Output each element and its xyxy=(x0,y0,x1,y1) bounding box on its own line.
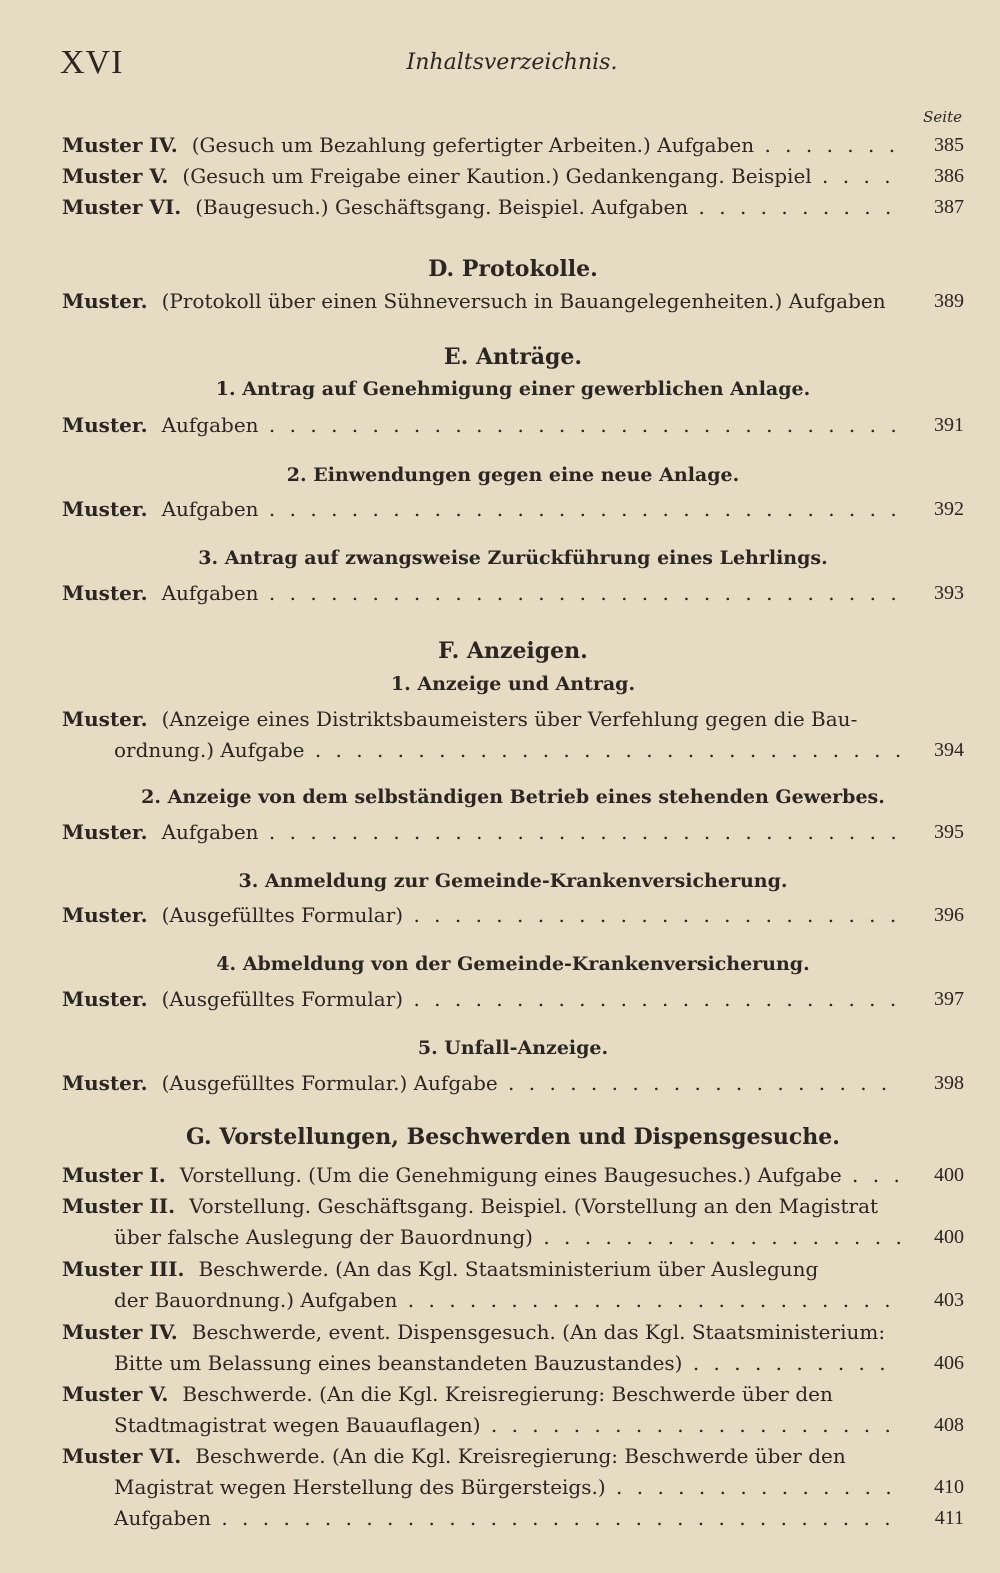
entry-label: Muster. xyxy=(62,903,148,927)
page-ref: 403 xyxy=(934,1289,964,1311)
entry-text-continued: Bitte um Belassung eines beanstandeten Bauzustandes) . . . xyxy=(62,1348,902,1379)
toc-entry xyxy=(62,161,964,192)
subsection-heading: 4. Abmeldung von der Gemeinde-Krankenversicherung. xyxy=(216,953,810,975)
page-ref: 411 xyxy=(934,1507,964,1529)
toc-entry xyxy=(62,494,964,525)
entry-text-continued: über falsche Auslegung der Bauordnung) . . . xyxy=(62,1222,902,1253)
toc-entry xyxy=(62,1254,964,1316)
subsection-heading: 3. Antrag auf zwangsweise Zurückführung eines Lehrlings. xyxy=(198,547,828,569)
entry-text: (Ausgefülltes Formular) xyxy=(161,987,404,1011)
toc-entry xyxy=(62,1441,964,1534)
subsection-heading: 2. Anzeige von dem selbständigen Betrieb eines stehenden Gewerbes. xyxy=(141,786,885,808)
entry-label: Muster. xyxy=(62,987,148,1011)
entry-label: Muster VI. xyxy=(62,195,182,219)
entry-text: (Protokoll über einen Sühneversuch in Bauangelegenheiten.) Aufgaben xyxy=(161,289,886,313)
toc-entry xyxy=(62,192,964,223)
entry-text: Beschwerde, event. Dispensgesuch. (An das Kgl. Staatsministerium: xyxy=(191,1320,886,1344)
subsection-heading: 2. Einwendungen gegen eine neue Anlage. xyxy=(286,464,740,486)
toc-entry xyxy=(62,1317,964,1379)
toc-entry xyxy=(62,130,964,161)
entry-label: Muster. xyxy=(62,581,148,605)
entry-text: Aufgaben xyxy=(161,581,259,605)
entry-label: Muster V. xyxy=(62,164,169,188)
page-header xyxy=(60,42,964,82)
toc-entry xyxy=(62,1191,964,1253)
entry-text: Beschwerde. (An die Kgl. Kreisregierung: Beschwerde über den xyxy=(182,1382,833,1406)
entry-label: Muster VI. xyxy=(62,1444,182,1468)
entry-text: (Gesuch um Bezahlung gefertigter Arbeiten.) Aufgaben xyxy=(191,133,755,157)
page-ref: 398 xyxy=(934,1072,964,1094)
entry-text: Aufgaben xyxy=(161,413,259,437)
page-ref: 392 xyxy=(934,498,964,520)
entry-text-continued: Stadtmagistrat wegen Bauauflagen) . . . xyxy=(62,1410,902,1441)
page-ref: 410 xyxy=(934,1476,964,1498)
entry-label: Muster IV. xyxy=(62,1320,178,1344)
toc-entry xyxy=(62,984,964,1015)
page-ref: 391 xyxy=(934,414,964,436)
entry-label: Muster V. xyxy=(62,1382,169,1406)
entry-label: Muster. xyxy=(62,289,148,313)
page-ref: 408 xyxy=(934,1414,964,1436)
running-title: Inhaltsverzeichnis. xyxy=(406,50,618,75)
entry-label: Muster IV. xyxy=(62,133,178,157)
entry-text-continued: ordnung.) Aufgabe . . . xyxy=(62,735,902,766)
entry-label: Muster. xyxy=(62,413,148,437)
entry-text: Vorstellung. Geschäftsgang. Beispiel. (Vorstellung an den Magistrat xyxy=(189,1194,879,1218)
page-column-label: Seite xyxy=(923,108,962,126)
page-ref: 394 xyxy=(934,739,964,761)
subsection-heading: 3. Anmeldung zur Gemeinde-Krankenversicherung. xyxy=(238,870,788,892)
subsection-heading: 1. Anzeige und Antrag. xyxy=(390,673,636,695)
page-number: XVI xyxy=(60,44,124,81)
entry-text: (Gesuch um Freigabe einer Kaution.) Gedankengang. Beispiel xyxy=(182,164,812,188)
entry-label: Muster. xyxy=(62,820,148,844)
page-ref: 396 xyxy=(934,904,964,926)
entry-text: Vorstellung. (Um die Genehmigung eines Baugesuches.) Aufgabe xyxy=(179,1163,842,1187)
page-ref: 400 xyxy=(934,1226,964,1248)
entry-text-continued: Magistrat wegen Herstellung des Bürgersteigs.) . . . xyxy=(62,1472,902,1503)
toc-entry xyxy=(62,817,964,848)
page-ref: 395 xyxy=(934,821,964,843)
entry-label: Muster. xyxy=(62,1071,148,1095)
page-ref: 385 xyxy=(934,134,964,156)
entry-text: (Baugesuch.) Geschäftsgang. Beispiel. Aufgaben xyxy=(195,195,689,219)
entry-label: Muster. xyxy=(62,497,148,521)
entry-label: Muster III. xyxy=(62,1257,185,1281)
entry-text: (Ausgefülltes Formular) xyxy=(161,903,404,927)
subsection-heading: 5. Unfall-Anzeige. xyxy=(417,1037,609,1059)
page-ref: 406 xyxy=(934,1352,964,1374)
page-ref: 389 xyxy=(934,290,964,312)
entry-text-continued: der Bauordnung.) Aufgaben . . . xyxy=(62,1285,902,1316)
page-ref: 393 xyxy=(934,582,964,604)
page-ref: 397 xyxy=(934,988,964,1010)
section-heading: G. Vorstellungen, Beschwerden und Dispensgesuche. xyxy=(186,1124,840,1150)
entry-text: Aufgaben xyxy=(161,820,259,844)
toc-entry xyxy=(62,1379,964,1441)
page-ref: 386 xyxy=(934,165,964,187)
entry-label: Muster I. xyxy=(62,1163,166,1187)
toc-entry xyxy=(62,1068,964,1099)
entry-text: (Anzeige eines Distriktsbaumeisters über Verfehlung gegen die Bau- xyxy=(161,707,858,731)
entry-label: Muster. xyxy=(62,707,148,731)
section-heading: F. Anzeigen. xyxy=(438,638,588,664)
page-ref: 400 xyxy=(934,1164,964,1186)
subsection-heading: 1. Antrag auf Genehmigung einer gewerblichen Anlage. xyxy=(215,378,811,400)
entry-text-continued: Aufgaben . . . xyxy=(62,1503,902,1534)
entry-text: (Ausgefülltes Formular.) Aufgabe xyxy=(161,1071,498,1095)
toc-entry xyxy=(62,1160,964,1191)
entry-label: Muster II. xyxy=(62,1194,176,1218)
toc-entry xyxy=(62,704,964,766)
toc-entry xyxy=(62,900,964,931)
section-heading: E. Anträge. xyxy=(443,344,583,370)
entry-text: Aufgaben xyxy=(161,497,259,521)
entry-text: Beschwerde. (An das Kgl. Staatsministerium über Auslegung xyxy=(198,1257,819,1281)
entry-text: Beschwerde. (An die Kgl. Kreisregierung: Beschwerde über den xyxy=(195,1444,846,1468)
section-heading: D. Protokolle. xyxy=(428,256,598,282)
toc-entry xyxy=(62,410,964,441)
page-ref: 387 xyxy=(934,196,964,218)
toc-entry xyxy=(62,578,964,609)
toc-entry xyxy=(62,286,964,317)
